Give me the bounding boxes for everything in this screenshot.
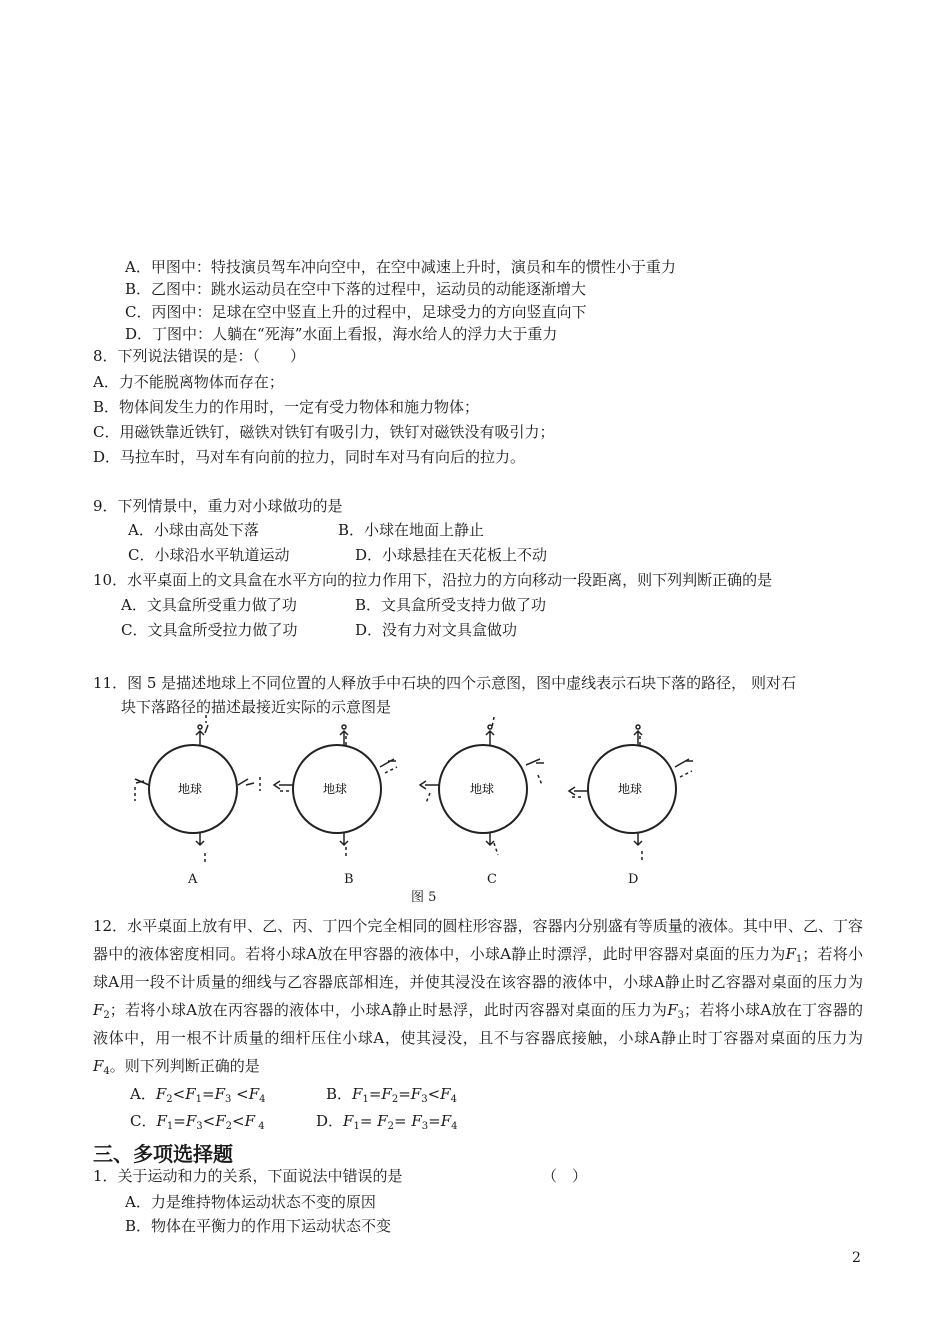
s3-q1-option-a: A．力是维持物体运动状态不变的原因 xyxy=(125,1193,376,1211)
q10-option-c: C．文具盒所受拉力做了功 xyxy=(121,621,298,639)
earth-label-b: 地球 xyxy=(323,782,348,796)
figure-caption: 图 5 xyxy=(411,890,437,905)
q10-option-a: A．文具盒所受重力做了功 xyxy=(121,596,297,614)
q9-option-d: D．小球悬挂在天花板上不动 xyxy=(355,546,548,564)
s3-q1-paren: （ ） xyxy=(542,1167,588,1185)
diagram-label-a: A xyxy=(188,872,198,887)
q11-line-2: 块下落路径的描述最接近实际的示意图是 xyxy=(121,698,392,716)
section-heading: 三、多项选择题 xyxy=(93,1142,233,1166)
page-number: 2 xyxy=(852,1250,861,1266)
q11-line-1: 11．图 5 是描述地球上不同位置的人释放手中石块的四个示意图，图中虚线表示石块下落的路径， 则对石 xyxy=(93,674,796,692)
q9-stem: 9．下列情景中，重力对小球做功的是 xyxy=(93,497,343,515)
earth-label-d: 地球 xyxy=(618,782,643,796)
earth-label-c: 地球 xyxy=(470,782,495,796)
diagram-label-d: D xyxy=(628,872,639,887)
q8-option-d: D．马拉车时，马对车有向前的拉力，同时车对马有向后的拉力。 xyxy=(93,448,526,466)
q12-option-b: B．$F_1=F_2=F_3<F_4$ xyxy=(326,1085,457,1105)
q10-option-d: D．没有力对文具盒做功 xyxy=(355,621,518,639)
q12-option-c: C．$F_1=F_3<F_2<F$ $_4$ xyxy=(130,1112,265,1132)
q9-option-a: A．小球由高处下落 xyxy=(128,521,259,539)
q9-option-c: C．小球沿水平轨道运动 xyxy=(128,546,290,564)
diagram-label-c: C xyxy=(487,872,497,887)
q12-stem: 12．水平桌面上放有甲、乙、丙、丁四个完全相同的圆柱形容器，容器内分别盛有等质量的液体。其中甲、乙、丁容器中的液体密度相同。若将小球A放在甲容器的液体中，小球A静止时漂浮，此时甲容器对桌面的压力为$F_1$；若将小球A用一段不计质量的细线与乙容器底部相连，并使其浸没在该容器的液体中，小球A静止时乙容器对桌面的压力为$F_2$；若将小球A放在丙容器的液体中，小球A静止时悬浮，此时丙容器对桌面的压力为$F_3$；若将小球A放在丁容器的液体中，用一根不计质量的细杆压住小球A，使其浸没，且不与容器底接触，小球A静止时丁容器对桌面的压力为$F_4$。则下列判断正确的是 xyxy=(93,917,864,1077)
q8-option-b: B．物体间发生力的作用时，一定有受力物体和施力物体； xyxy=(93,398,480,416)
q8-option-a: A．力不能脱离物体而存在； xyxy=(93,373,284,391)
diagram-label-b: B xyxy=(344,872,354,887)
q7-option-b: B．乙图中：跳水运动员在空中下落的过程中，运动员的动能逐渐增大 xyxy=(125,280,587,298)
q7-option-a: A．甲图中：特技演员驾车冲向空中，在空中减速上升时，演员和车的惯性小于重力 xyxy=(125,258,676,276)
s3-q1-stem: 1．关于运动和力的关系，下面说法中错误的是 xyxy=(93,1167,403,1185)
q8-option-c: C．用磁铁靠近铁钉，磁铁对铁钉有吸引力，铁钉对磁铁没有吸引力； xyxy=(93,423,555,441)
q9-option-b: B．小球在地面上静止 xyxy=(338,521,485,539)
q12-option-a: A．$F_2<F_1=F_3 <F_4$ xyxy=(130,1085,266,1105)
earth-label-a: 地球 xyxy=(178,782,203,796)
q8-stem: 8．下列说法错误的是：（ ） xyxy=(93,347,306,365)
s3-q1-option-b: B．物体在平衡力的作用下运动状态不变 xyxy=(125,1217,392,1235)
q7-option-d: D．丁图中：人躺在“死海”水面上看报，海水给人的浮力大于重力 xyxy=(125,325,558,343)
q10-stem: 10．水平桌面上的文具盒在水平方向的拉力作用下，沿拉力的方向移动一段距离，则下列判断正确的是 xyxy=(93,571,773,589)
q7-option-c: C．丙图中：足球在空中竖直上升的过程中，足球受力的方向竖直向下 xyxy=(125,303,587,321)
q12-option-d: D．$F_1= F_2= F_3=F_4$ xyxy=(316,1112,458,1132)
q10-option-b: B．文具盒所受支持力做了功 xyxy=(355,596,547,614)
